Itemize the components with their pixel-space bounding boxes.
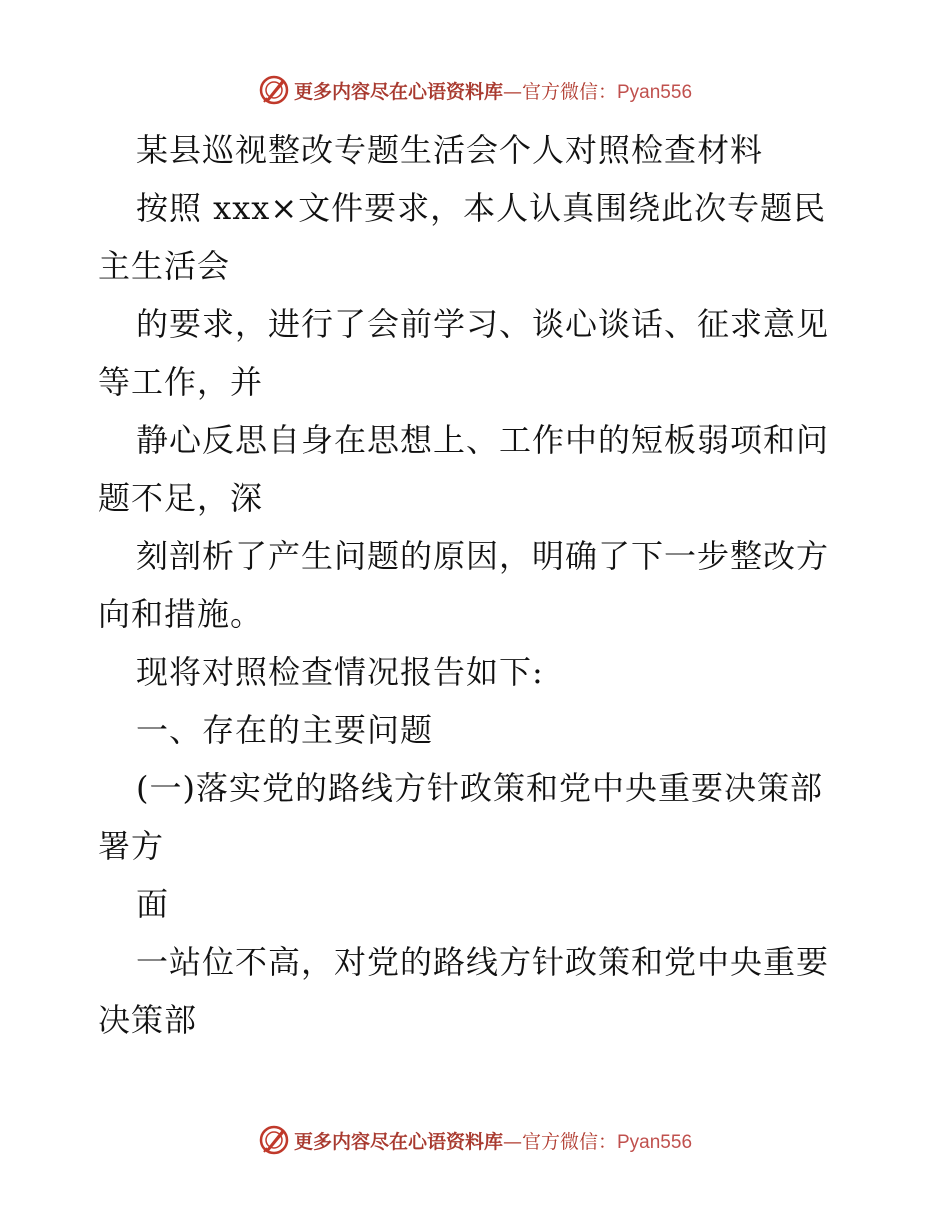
header-banner [0,70,950,110]
paragraph-line: 题不足，深 [98,479,264,517]
paragraph-line: 静心反思自身在思想上、工作中的短板弱项和问 [136,421,830,459]
paragraph-line: 署方 [98,827,165,865]
paragraph-line: 刻剖析了产生问题的原因，明确了下一步整改方 [136,537,830,575]
quill-pen-circle-icon [258,1124,290,1156]
header-separator: — [502,80,522,103]
paragraph-line: 按照 xxx×文件要求，本人认真围绕此次专题民 [136,189,827,227]
header-contact-id: Pyan556 [617,81,693,103]
section-heading: 一、存在的主要问题 [136,711,434,749]
paragraph-line: 的要求，进行了会前学习、谈心谈话、征求意见 [136,305,830,343]
document-title: 某县巡视整改专题生活会个人对照检查材料 [136,131,764,169]
footer-contact-id: Pyan556 [617,1131,693,1153]
footer-banner [0,1120,950,1160]
paragraph-line: 主生活会 [98,247,231,285]
footer-contact-prefix: 官方微信： [521,1130,617,1153]
paragraph-line: 面 [136,885,170,923]
paragraph-line: 等工作，并 [98,363,264,401]
paragraph-line: 决策部 [98,1001,198,1039]
footer-separator: — [502,1130,522,1153]
quill-pen-circle-icon [258,74,290,106]
footer-banner-text [294,1127,692,1154]
subsection-heading: (一)落实党的路线方针政策和党中央重要决策部 [136,769,823,807]
header-banner-text [294,77,692,104]
header-brand: 更多内容尽在心语资料库 [293,80,503,103]
paragraph-line: 一站位不高，对党的路线方针政策和党中央重要 [136,943,830,981]
header-contact-prefix: 官方微信： [521,80,617,103]
document-body [98,121,858,1049]
paragraph-line: 现将对照检查情况报告如下: [136,653,544,691]
footer-brand: 更多内容尽在心语资料库 [293,1130,503,1153]
paragraph-line: 向和措施。 [98,595,264,633]
